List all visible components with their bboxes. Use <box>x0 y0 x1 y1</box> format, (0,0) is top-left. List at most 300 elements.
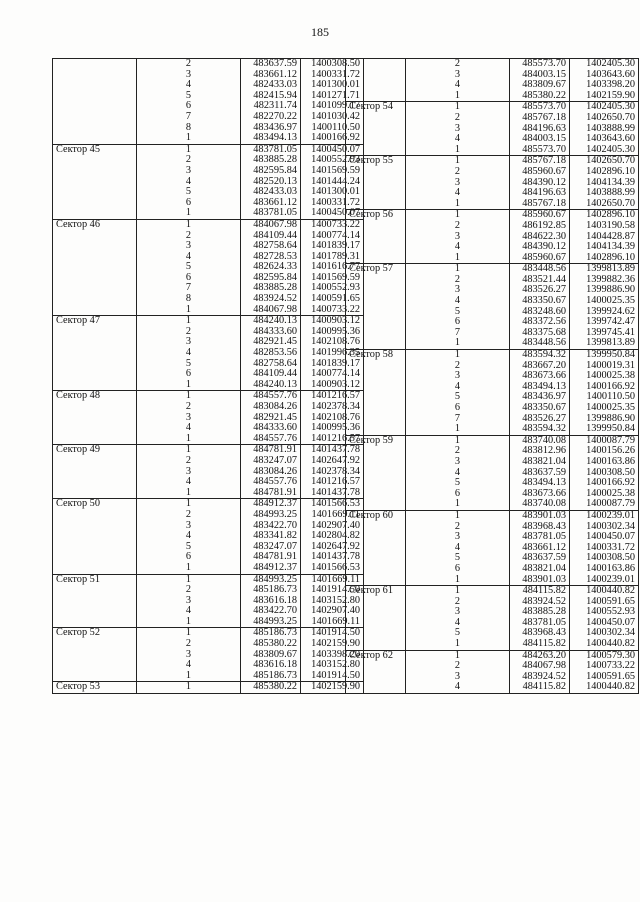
x-coordinate-cell: 483661.12 <box>241 70 301 81</box>
y-coordinate-cell: 1401669.11 <box>301 617 364 628</box>
sector-name-cell <box>53 155 137 166</box>
x-coordinate-cell: 484003.15 <box>510 134 570 145</box>
x-coordinate-cell: 483594.32 <box>510 350 570 361</box>
table-row <box>346 80 639 91</box>
table-row <box>346 188 639 199</box>
y-coordinate-cell: 1400440.82 <box>570 586 639 597</box>
point-number-cell: 1 <box>137 391 241 402</box>
table-row <box>346 102 639 113</box>
y-coordinate-cell: 1400995.36 <box>301 423 364 434</box>
table-row <box>53 434 364 445</box>
point-number-cell: 3 <box>406 607 510 618</box>
point-number-cell: 6 <box>406 403 510 414</box>
y-coordinate-cell: 1401216.57 <box>301 391 364 402</box>
x-coordinate-cell: 483673.66 <box>510 489 570 500</box>
x-coordinate-cell: 483821.04 <box>510 457 570 468</box>
x-coordinate-cell: 484115.82 <box>510 682 570 693</box>
sector-name-cell <box>53 606 137 617</box>
table-row <box>346 532 639 543</box>
point-number-cell: 4 <box>137 531 241 542</box>
sector-name-cell: Сектор 52 <box>53 628 137 639</box>
table-row <box>53 208 364 219</box>
y-coordinate-cell: 1401669.11 <box>301 510 364 521</box>
sector-name-cell <box>346 639 406 650</box>
x-coordinate-cell: 483661.12 <box>241 198 301 209</box>
point-number-cell: 4 <box>406 618 510 629</box>
x-coordinate-cell: 485186.73 <box>241 585 301 596</box>
x-coordinate-cell: 483740.08 <box>510 499 570 510</box>
y-coordinate-cell: 1401789.31 <box>301 252 364 263</box>
point-number-cell: 7 <box>137 112 241 123</box>
table-row <box>53 488 364 499</box>
y-coordinate-cell: 1402896.10 <box>570 210 639 221</box>
y-coordinate-cell: 1400110.50 <box>570 392 639 403</box>
sector-name-cell <box>346 553 406 564</box>
sector-name-cell: Сектор 60 <box>346 510 406 521</box>
y-coordinate-cell: 1401914.50 <box>301 585 364 596</box>
table-row <box>346 435 639 446</box>
sector-name-cell <box>53 177 137 188</box>
x-coordinate-cell: 482595.84 <box>241 273 301 284</box>
table-row <box>53 596 364 607</box>
sector-name-cell <box>53 521 137 532</box>
table-row <box>53 542 364 553</box>
x-coordinate-cell: 483781.05 <box>510 618 570 629</box>
y-coordinate-cell: 1403190.58 <box>570 221 639 232</box>
point-number-cell: 1 <box>406 435 510 446</box>
table-row <box>346 307 639 318</box>
sector-name-cell <box>346 307 406 318</box>
y-coordinate-cell: 1403643.60 <box>570 134 639 145</box>
point-number-cell: 2 <box>137 639 241 650</box>
point-number-cell: 1 <box>406 264 510 275</box>
sector-name-cell <box>53 596 137 607</box>
y-coordinate-cell: 1400166.92 <box>301 133 364 144</box>
x-coordinate-cell: 483901.03 <box>510 575 570 586</box>
sector-name-cell: Сектор 53 <box>53 682 137 694</box>
sector-name-cell <box>346 414 406 425</box>
point-number-cell: 7 <box>137 283 241 294</box>
y-coordinate-cell: 1402647.92 <box>301 456 364 467</box>
y-coordinate-cell: 1400774.14 <box>301 231 364 242</box>
sector-name-cell: Сектор 46 <box>53 219 137 230</box>
sector-name-cell <box>346 618 406 629</box>
x-coordinate-cell: 483247.07 <box>241 456 301 467</box>
x-coordinate-cell: 484390.12 <box>510 242 570 253</box>
table-row <box>346 59 639 70</box>
point-number-cell: 2 <box>406 661 510 672</box>
point-number-cell: 1 <box>137 144 241 155</box>
sector-name-cell <box>53 402 137 413</box>
sector-name-cell <box>346 661 406 672</box>
table-row <box>53 445 364 456</box>
table-row <box>53 327 364 338</box>
sector-name-cell <box>346 317 406 328</box>
sector-name-cell <box>53 70 137 81</box>
table-row <box>53 628 364 639</box>
point-number-cell: 6 <box>137 101 241 112</box>
sector-name-cell <box>53 123 137 134</box>
x-coordinate-cell: 483372.56 <box>510 317 570 328</box>
sector-name-cell <box>53 305 137 316</box>
table-row <box>53 660 364 671</box>
point-number-cell: 2 <box>137 456 241 467</box>
point-number-cell: 3 <box>406 371 510 382</box>
point-number-cell: 1 <box>406 253 510 264</box>
x-coordinate-cell: 483436.97 <box>510 392 570 403</box>
y-coordinate-cell: 1399886.90 <box>570 285 639 296</box>
table-row <box>53 262 364 273</box>
point-number-cell: 2 <box>406 275 510 286</box>
x-coordinate-cell: 483740.08 <box>510 435 570 446</box>
sector-name-cell <box>53 510 137 521</box>
point-number-cell: 1 <box>406 499 510 510</box>
y-coordinate-cell: 1400019.31 <box>570 361 639 372</box>
sector-name-cell: Сектор 57 <box>346 264 406 275</box>
table-row <box>53 671 364 682</box>
sector-name-cell <box>346 275 406 286</box>
x-coordinate-cell: 483968.43 <box>510 522 570 533</box>
y-coordinate-cell: 1399924.62 <box>570 307 639 318</box>
table-row <box>53 101 364 112</box>
y-coordinate-cell: 1402378.34 <box>301 402 364 413</box>
table-row <box>53 650 364 661</box>
x-coordinate-cell: 483968.43 <box>510 628 570 639</box>
y-coordinate-cell: 1400308.50 <box>570 468 639 479</box>
y-coordinate-cell: 1402650.70 <box>570 199 639 210</box>
y-coordinate-cell: 1402650.70 <box>570 156 639 167</box>
table-row <box>53 133 364 144</box>
y-coordinate-cell: 1399742.47 <box>570 317 639 328</box>
x-coordinate-cell: 484240.13 <box>241 316 301 327</box>
point-number-cell: 1 <box>137 434 241 445</box>
point-number-cell: 3 <box>137 70 241 81</box>
sector-name-cell <box>346 457 406 468</box>
point-number-cell: 1 <box>137 488 241 499</box>
sector-name-cell <box>346 221 406 232</box>
point-number-cell: 3 <box>137 521 241 532</box>
y-coordinate-cell: 1400995.36 <box>301 327 364 338</box>
y-coordinate-cell: 1403398.20 <box>301 650 364 661</box>
sector-name-cell <box>346 242 406 253</box>
table-row <box>346 553 639 564</box>
table-row <box>346 264 639 275</box>
table-row <box>53 563 364 574</box>
sector-name-cell <box>53 337 137 348</box>
table-row <box>346 543 639 554</box>
point-number-cell: 1 <box>137 563 241 574</box>
x-coordinate-cell: 483885.28 <box>241 283 301 294</box>
point-number-cell: 1 <box>406 145 510 156</box>
x-coordinate-cell: 483594.32 <box>510 424 570 435</box>
point-number-cell: 6 <box>137 369 241 380</box>
x-coordinate-cell: 482758.64 <box>241 359 301 370</box>
x-coordinate-cell: 482921.45 <box>241 413 301 424</box>
table-row <box>346 275 639 286</box>
x-coordinate-cell: 484557.76 <box>241 391 301 402</box>
table-row <box>53 402 364 413</box>
x-coordinate-cell: 483812.96 <box>510 446 570 457</box>
sector-name-cell <box>53 59 137 70</box>
sector-name-cell <box>53 467 137 478</box>
y-coordinate-cell: 1402405.30 <box>570 59 639 70</box>
y-coordinate-cell: 1400331.72 <box>570 543 639 554</box>
x-coordinate-cell: 483616.18 <box>241 660 301 671</box>
sector-name-cell <box>346 575 406 586</box>
x-coordinate-cell: 484557.76 <box>241 434 301 445</box>
point-number-cell: 2 <box>406 361 510 372</box>
table-row <box>53 177 364 188</box>
table-row <box>346 199 639 210</box>
point-number-cell: 4 <box>137 177 241 188</box>
y-coordinate-cell: 1402405.30 <box>570 102 639 113</box>
table-row <box>53 574 364 585</box>
table-row <box>346 682 639 693</box>
x-coordinate-cell: 483422.70 <box>241 606 301 617</box>
x-coordinate-cell: 484557.76 <box>241 477 301 488</box>
table-row <box>53 585 364 596</box>
x-coordinate-cell: 484333.60 <box>241 327 301 338</box>
table-row <box>346 167 639 178</box>
point-number-cell: 3 <box>406 532 510 543</box>
y-coordinate-cell: 1402907.40 <box>301 606 364 617</box>
point-number-cell: 1 <box>137 316 241 327</box>
y-coordinate-cell: 1404134.39 <box>570 178 639 189</box>
point-number-cell: 2 <box>406 221 510 232</box>
point-number-cell: 6 <box>406 489 510 500</box>
sector-name-cell <box>53 531 137 542</box>
y-coordinate-cell: 1400552.93 <box>301 283 364 294</box>
point-number-cell: 5 <box>406 392 510 403</box>
y-coordinate-cell: 1402907.40 <box>301 521 364 532</box>
x-coordinate-cell: 483248.60 <box>510 307 570 318</box>
point-number-cell: 1 <box>137 574 241 585</box>
x-coordinate-cell: 483924.52 <box>510 672 570 683</box>
sector-name-cell <box>53 660 137 671</box>
y-coordinate-cell: 1400239.01 <box>570 575 639 586</box>
sector-name-cell: Сектор 55 <box>346 156 406 167</box>
sector-name-cell: Сектор 56 <box>346 210 406 221</box>
point-number-cell: 3 <box>137 413 241 424</box>
table-row <box>346 446 639 457</box>
table-row <box>53 273 364 284</box>
x-coordinate-cell: 484196.63 <box>510 124 570 135</box>
sector-name-cell <box>346 672 406 683</box>
sector-name-cell <box>346 543 406 554</box>
y-coordinate-cell: 1400579.30 <box>570 650 639 661</box>
point-number-cell: 4 <box>406 188 510 199</box>
y-coordinate-cell: 1400025.35 <box>570 296 639 307</box>
point-number-cell: 1 <box>137 133 241 144</box>
x-coordinate-cell: 485960.67 <box>510 167 570 178</box>
table-row <box>53 283 364 294</box>
point-number-cell: 2 <box>137 510 241 521</box>
table-row <box>346 145 639 156</box>
table-row <box>53 112 364 123</box>
x-coordinate-cell: 482433.03 <box>241 80 301 91</box>
point-number-cell: 3 <box>406 672 510 683</box>
y-coordinate-cell: 1401914.50 <box>301 628 364 639</box>
point-number-cell: 3 <box>406 232 510 243</box>
y-coordinate-cell: 1400552.93 <box>301 155 364 166</box>
table-row <box>53 413 364 424</box>
point-number-cell: 4 <box>137 660 241 671</box>
y-coordinate-cell: 1401437.78 <box>301 488 364 499</box>
point-number-cell: 2 <box>406 522 510 533</box>
table-row <box>346 242 639 253</box>
sector-name-cell <box>53 208 137 219</box>
y-coordinate-cell: 1401300.01 <box>301 187 364 198</box>
y-coordinate-cell: 1402896.10 <box>570 167 639 178</box>
x-coordinate-cell: 483637.59 <box>510 553 570 564</box>
table-row <box>53 144 364 155</box>
x-coordinate-cell: 483924.52 <box>510 597 570 608</box>
y-coordinate-cell: 1402650.70 <box>570 113 639 124</box>
sector-name-cell <box>346 392 406 403</box>
sector-name-cell <box>53 198 137 209</box>
y-coordinate-cell: 1400166.92 <box>570 478 639 489</box>
y-coordinate-cell: 1400087.79 <box>570 435 639 446</box>
point-number-cell: 1 <box>137 219 241 230</box>
x-coordinate-cell: 484781.91 <box>241 445 301 456</box>
x-coordinate-cell: 482853.56 <box>241 348 301 359</box>
table-row <box>53 510 364 521</box>
y-coordinate-cell: 1402405.30 <box>570 145 639 156</box>
table-row <box>346 392 639 403</box>
point-number-cell: 4 <box>406 134 510 145</box>
sector-name-cell <box>53 273 137 284</box>
sector-name-cell <box>53 380 137 391</box>
x-coordinate-cell: 485573.70 <box>510 145 570 156</box>
sector-name-cell <box>346 489 406 500</box>
coordinates-table-left <box>52 58 364 694</box>
y-coordinate-cell: 1401444.24 <box>301 177 364 188</box>
point-number-cell: 6 <box>137 552 241 563</box>
sector-name-cell <box>53 434 137 445</box>
x-coordinate-cell: 483350.67 <box>510 296 570 307</box>
y-coordinate-cell: 1400591.65 <box>570 597 639 608</box>
x-coordinate-cell: 483521.44 <box>510 275 570 286</box>
point-number-cell: 6 <box>406 317 510 328</box>
table-row <box>346 113 639 124</box>
point-number-cell: 4 <box>137 348 241 359</box>
point-number-cell: 1 <box>406 102 510 113</box>
table-row <box>346 607 639 618</box>
point-number-cell: 1 <box>406 350 510 361</box>
x-coordinate-cell: 484993.25 <box>241 510 301 521</box>
x-coordinate-cell: 483781.05 <box>241 208 301 219</box>
table-row <box>346 328 639 339</box>
table-row <box>346 156 639 167</box>
point-number-cell: 6 <box>406 564 510 575</box>
point-number-cell: 4 <box>137 80 241 91</box>
table-row <box>53 348 364 359</box>
y-coordinate-cell: 1399813.89 <box>570 264 639 275</box>
x-coordinate-cell: 482433.03 <box>241 187 301 198</box>
sector-name-cell <box>53 477 137 488</box>
y-coordinate-cell: 1402159.90 <box>301 682 364 694</box>
x-coordinate-cell: 482520.13 <box>241 177 301 188</box>
x-coordinate-cell: 484240.13 <box>241 380 301 391</box>
y-coordinate-cell: 1400903.12 <box>301 316 364 327</box>
page-number: 185 <box>311 25 329 39</box>
x-coordinate-cell: 485573.70 <box>510 59 570 70</box>
y-coordinate-cell: 1401030.42 <box>301 112 364 123</box>
y-coordinate-cell: 1400450.07 <box>301 144 364 155</box>
x-coordinate-cell: 484390.12 <box>510 178 570 189</box>
sector-name-cell <box>346 532 406 543</box>
sector-name-cell: Сектор 49 <box>53 445 137 456</box>
point-number-cell: 3 <box>406 70 510 81</box>
x-coordinate-cell: 484993.25 <box>241 574 301 585</box>
point-number-cell: 4 <box>406 543 510 554</box>
table-row <box>346 296 639 307</box>
y-coordinate-cell: 1402804.82 <box>301 531 364 542</box>
sector-name-cell <box>346 232 406 243</box>
y-coordinate-cell: 1401616.77 <box>301 262 364 273</box>
left-table-body <box>53 59 364 694</box>
y-coordinate-cell: 1401566.53 <box>301 499 364 510</box>
point-number-cell: 1 <box>137 671 241 682</box>
y-coordinate-cell: 1401216.57 <box>301 477 364 488</box>
point-number-cell: 4 <box>406 242 510 253</box>
table-row <box>53 477 364 488</box>
x-coordinate-cell: 483350.67 <box>510 403 570 414</box>
sector-name-cell <box>346 70 406 81</box>
sector-name-cell <box>53 413 137 424</box>
y-coordinate-cell: 1400450.07 <box>570 618 639 629</box>
table-row <box>53 456 364 467</box>
table-row <box>346 478 639 489</box>
x-coordinate-cell: 483924.52 <box>241 294 301 305</box>
table-row <box>53 123 364 134</box>
table-row <box>53 682 364 694</box>
point-number-cell: 4 <box>137 252 241 263</box>
sector-name-cell <box>346 597 406 608</box>
sector-name-cell <box>53 80 137 91</box>
table-row <box>53 59 364 70</box>
y-coordinate-cell: 1403643.60 <box>570 70 639 81</box>
point-number-cell: 3 <box>406 124 510 135</box>
table-row <box>346 91 639 102</box>
point-number-cell: 4 <box>406 296 510 307</box>
y-coordinate-cell: 1400308.50 <box>570 553 639 564</box>
y-coordinate-cell: 1400450.07 <box>301 208 364 219</box>
x-coordinate-cell: 484333.60 <box>241 423 301 434</box>
sector-name-cell <box>53 262 137 273</box>
point-number-cell: 1 <box>406 199 510 210</box>
sector-name-cell <box>346 178 406 189</box>
table-row <box>53 198 364 209</box>
sector-name-cell <box>53 617 137 628</box>
point-number-cell: 5 <box>406 553 510 564</box>
table-row <box>346 134 639 145</box>
y-coordinate-cell: 1400733.22 <box>570 661 639 672</box>
x-coordinate-cell: 483781.05 <box>510 532 570 543</box>
sector-name-cell <box>346 199 406 210</box>
point-number-cell: 1 <box>406 639 510 650</box>
x-coordinate-cell: 483616.18 <box>241 596 301 607</box>
x-coordinate-cell: 483661.12 <box>510 543 570 554</box>
sector-name-cell <box>346 564 406 575</box>
point-number-cell: 2 <box>406 59 510 70</box>
point-number-cell: 3 <box>137 650 241 661</box>
point-number-cell: 4 <box>406 682 510 693</box>
table-row <box>53 316 364 327</box>
table-row <box>53 187 364 198</box>
point-number-cell: 5 <box>137 359 241 370</box>
table-row <box>346 510 639 521</box>
